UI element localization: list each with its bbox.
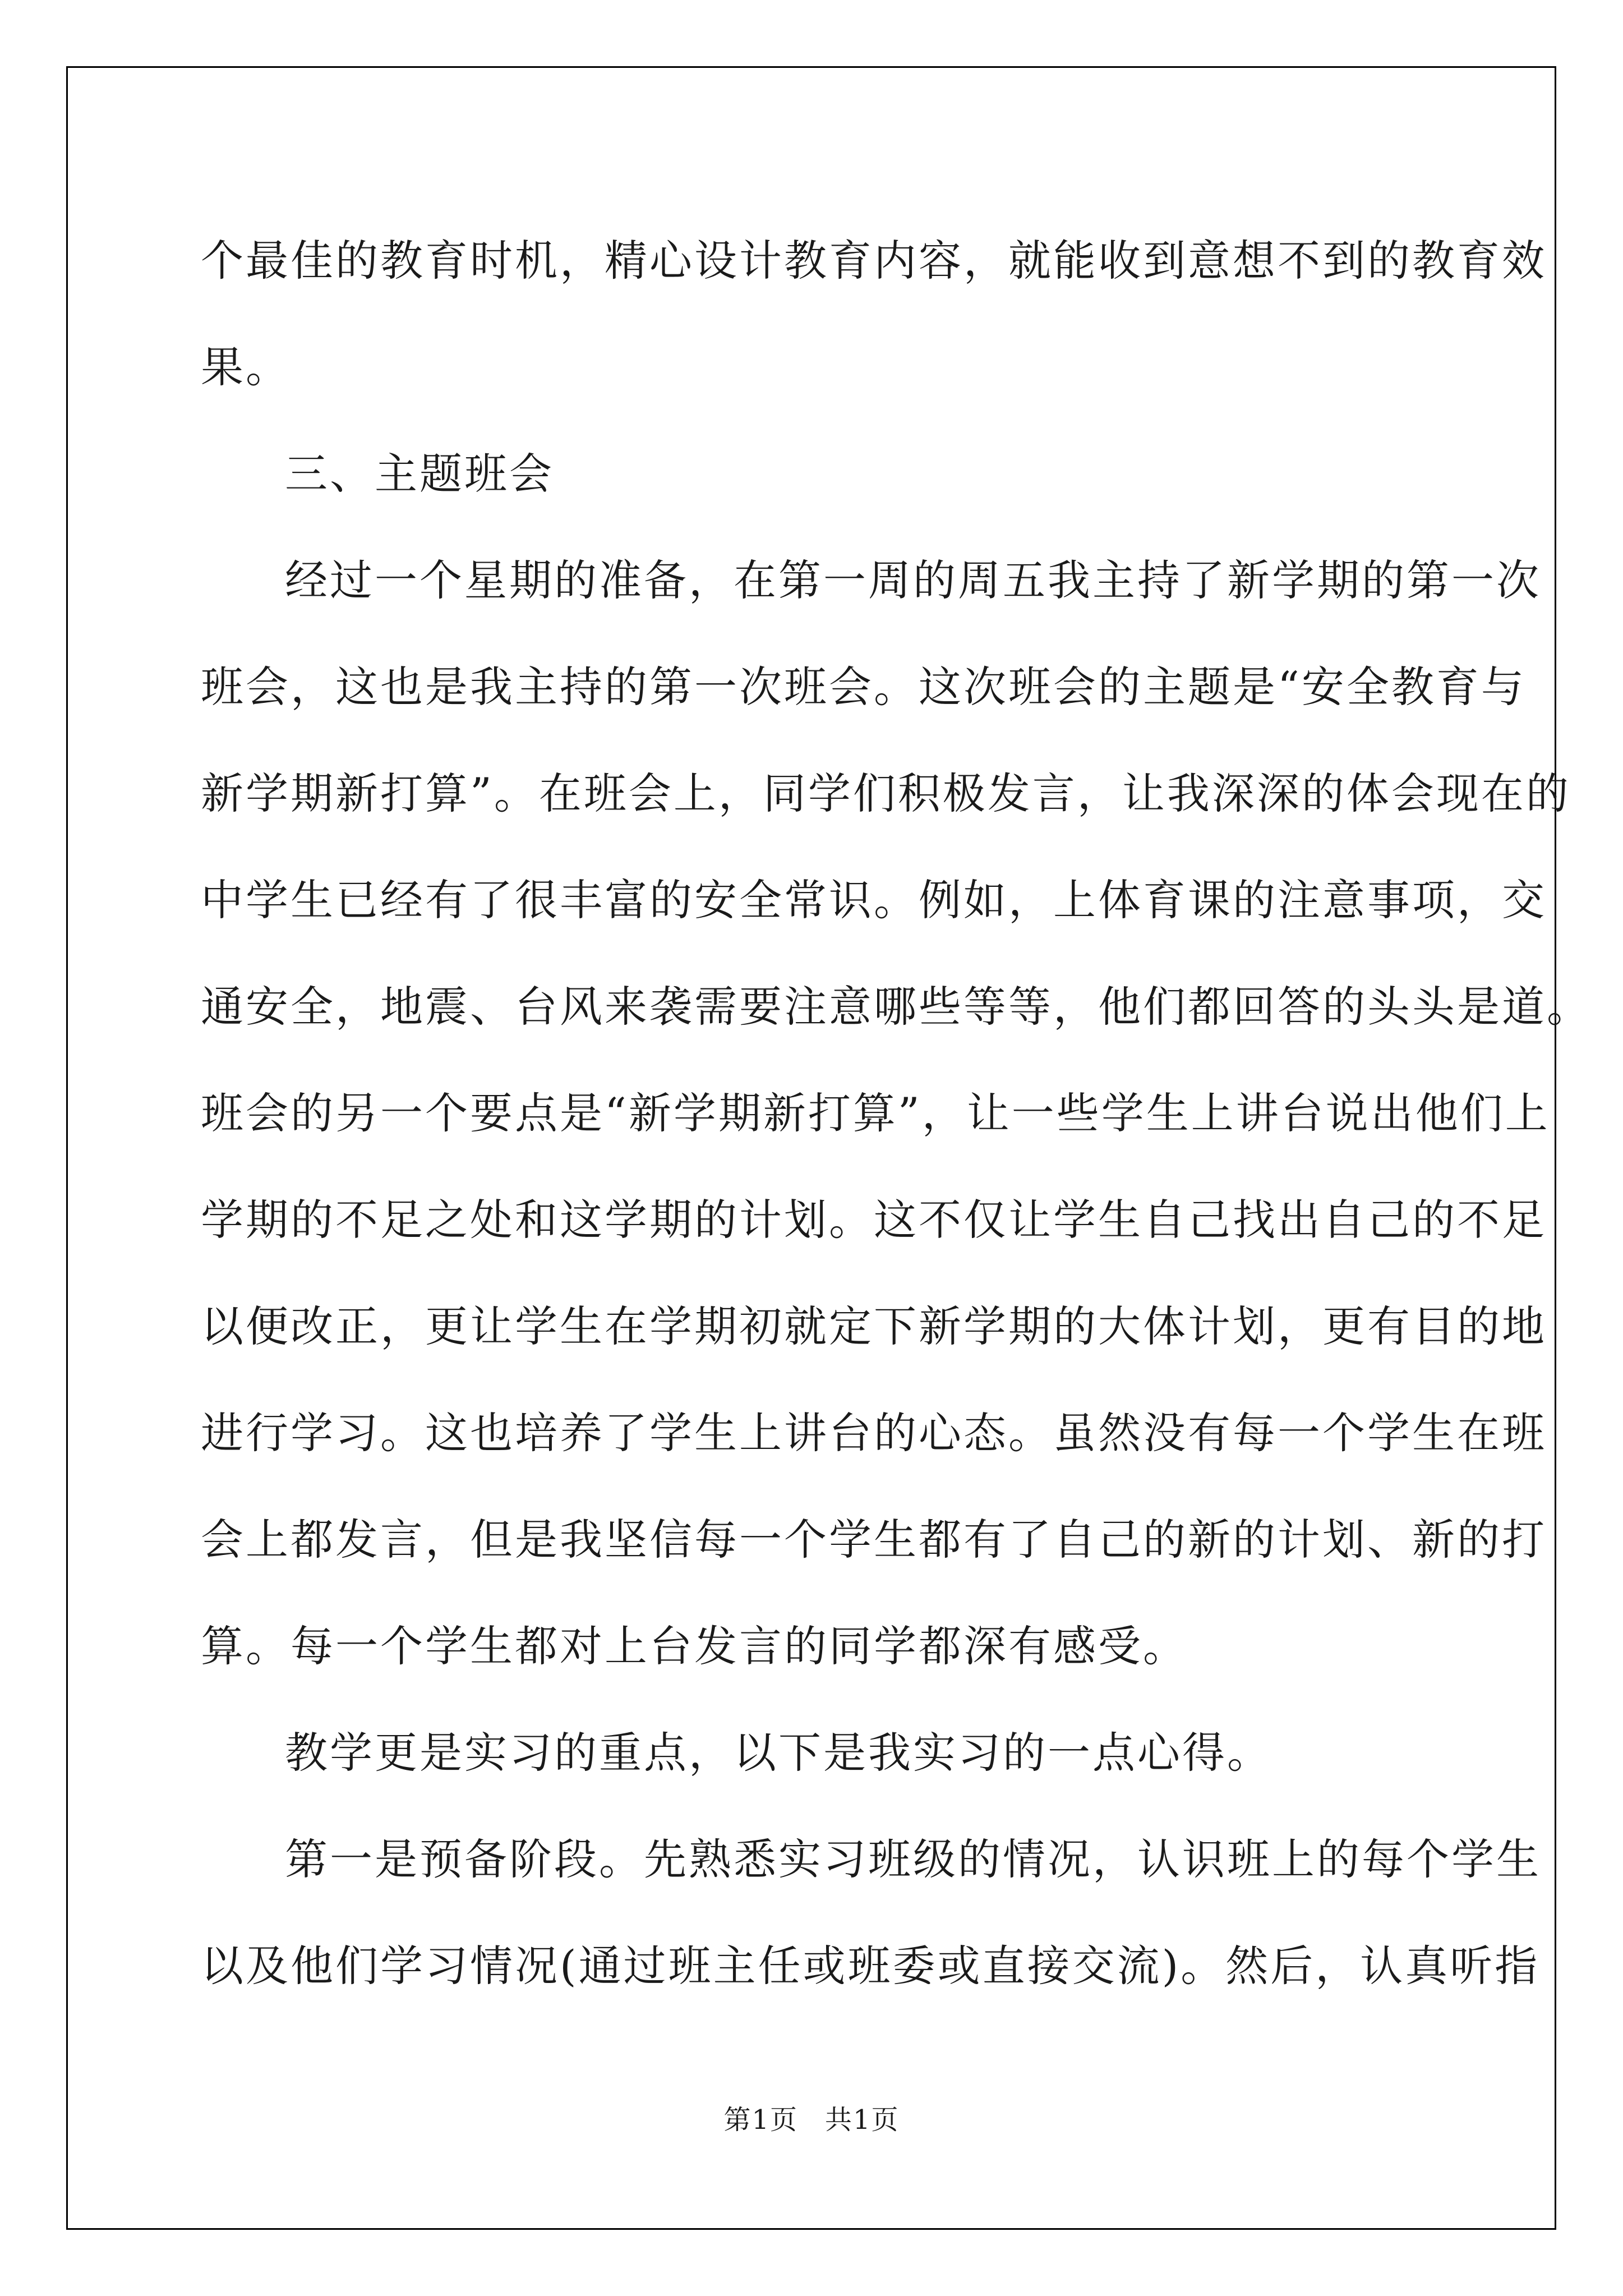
- text-line: 班会，这也是我主持的第一次班会。这次班会的主题是“安全教育与: [201, 662, 1526, 712]
- text-line: 三、主题班会: [285, 449, 554, 499]
- text-line: 个最佳的教育时机，精心设计教育内容，就能收到意想不到的教育效: [201, 236, 1547, 286]
- page-number-current: 第1页: [723, 2104, 798, 2136]
- page-number-total: 共1页: [825, 2104, 900, 2136]
- text-line: 教学更是实习的重点，以下是我实习的一点心得。: [285, 1728, 1272, 1778]
- text-line: 中学生已经有了很丰富的安全常识。例如，上体育课的注意事项，交: [201, 875, 1547, 925]
- text-line: 新学期新打算”。在班会上，同学们积极发言，让我深深的体会现在的: [201, 769, 1571, 818]
- text-line: 果。: [201, 342, 291, 392]
- page-footer: [0, 2098, 1623, 2137]
- text-line: 算。每一个学生都对上台发言的同学都深有感受。: [201, 1621, 1188, 1671]
- text-line: 以及他们学习情况(通过班主任或班委或直接交流)。然后，认真听指: [201, 1941, 1540, 1991]
- document-body: [201, 208, 1592, 2019]
- text-line: 会上都发言，但是我坚信每一个学生都有了自己的新的计划、新的打: [201, 1515, 1547, 1565]
- text-line: 第一是预备阶段。先熟悉实习班级的情况，认识班上的每个学生: [285, 1834, 1541, 1884]
- text-line: 学期的不足之处和这学期的计划。这不仅让学生自己找出自己的不足: [201, 1195, 1547, 1245]
- text-line: 经过一个星期的准备，在第一周的周五我主持了新学期的第一次: [285, 555, 1541, 605]
- text-line: 班会的另一个要点是“新学期新打算”，让一些学生上讲台说出他们上: [201, 1088, 1550, 1138]
- text-line: 以便改正，更让学生在学期初就定下新学期的大体计划，更有目的地: [201, 1301, 1547, 1351]
- text-line: 通安全，地震、台风来袭需要注意哪些等等，他们都回答的头头是道。: [201, 982, 1592, 1032]
- text-line: 进行学习。这也培养了学生上讲台的心态。虽然没有每一个学生在班: [201, 1408, 1547, 1458]
